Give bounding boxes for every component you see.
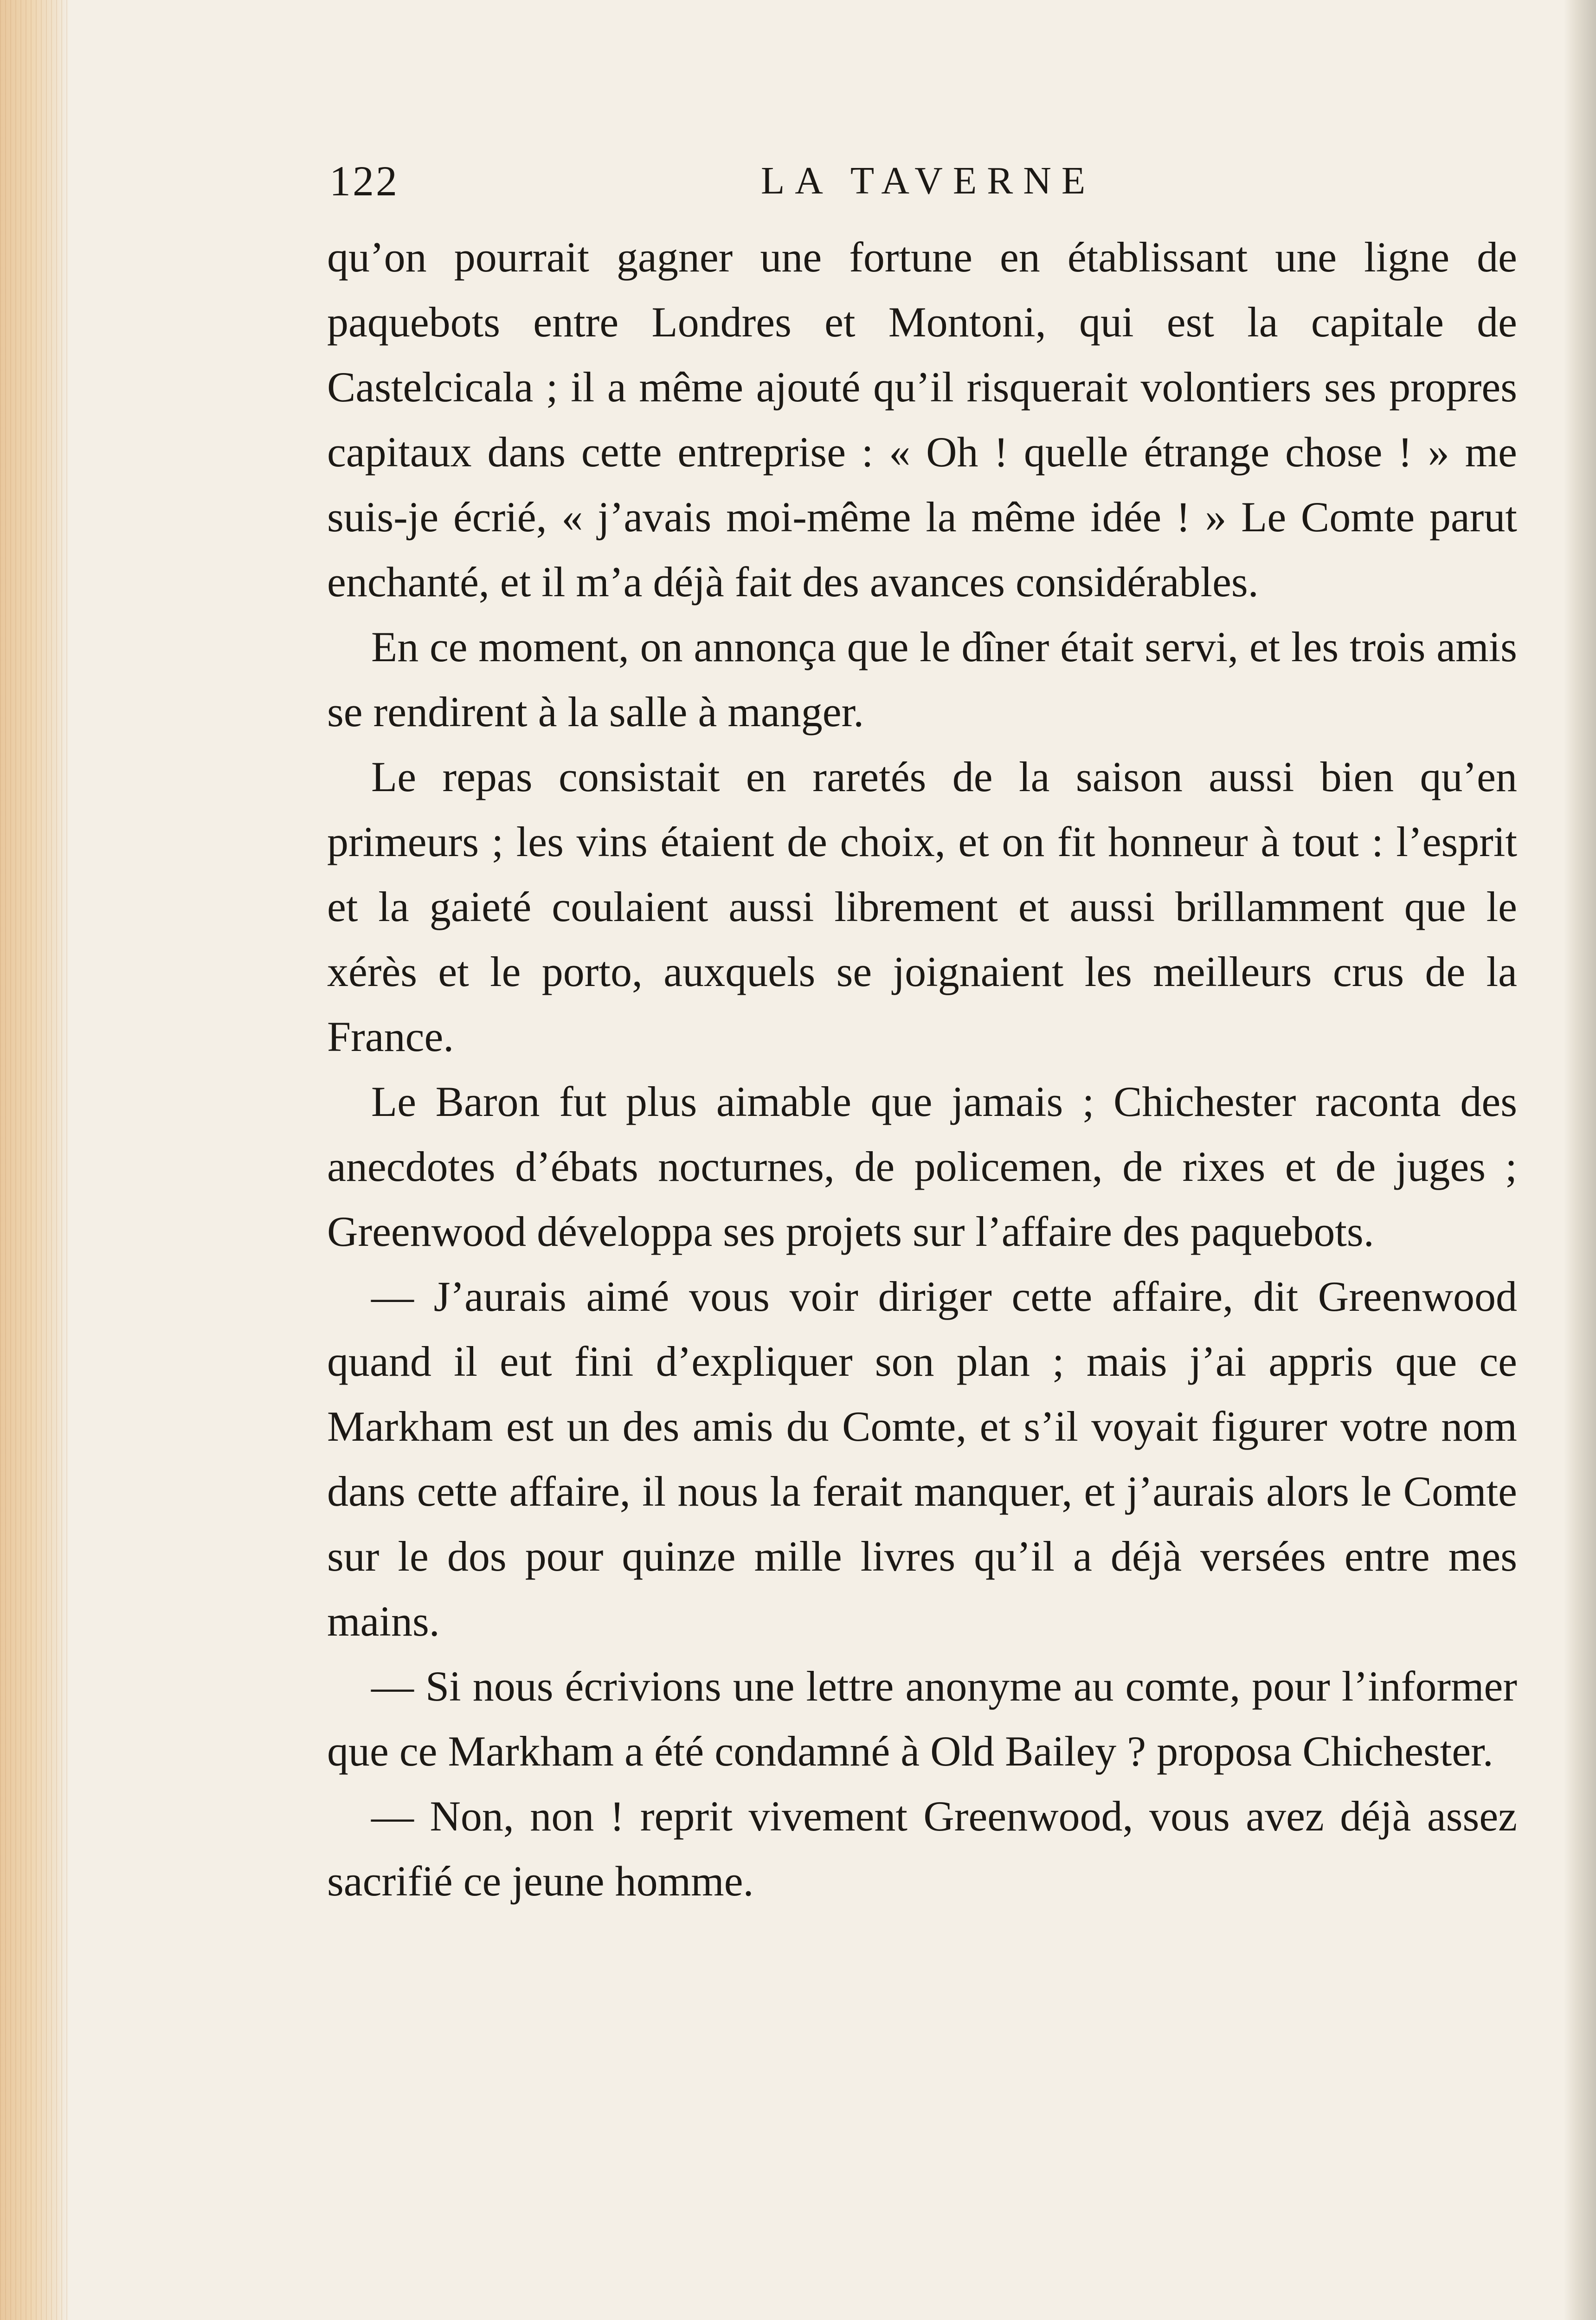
paragraph-6: — Si nous écrivions une lettre anonyme au comte, pour l’informer que ce Markham a été condamné à Old Bailey ? proposa Chichester. [327, 1663, 1517, 1775]
paragraph-3: Le repas consistait en raretés de la saison aussi bien qu’en primeurs ; les vins étaient de choix, et on fit honneur à tout : l’esprit et la gaieté coulaient aussi librement et aussi brillamment que le xérès et le porto, auxquels se joignaient les meilleurs crus de la France. [327, 753, 1517, 1060]
running-header [329, 153, 1517, 209]
body-text [327, 225, 1517, 1914]
paragraph-4: Le Baron fut plus aimable que jamais ; Chichester raconta des anecdotes d’ébats nocturnes, de policemen, de rixes et de juges ; Greenwood développa ses projets sur l’affaire des paquebots. [327, 1078, 1517, 1255]
paragraph-2: En ce moment, on annonça que le dîner était servi, et les trois amis se rendirent à la salle à manger. [327, 623, 1517, 735]
page-number: 122 [329, 157, 399, 205]
running-title: LA TAVERNE [761, 159, 1096, 202]
page-edge-texture [0, 0, 70, 2320]
paragraph-1: qu’on pourrait gagner une fortune en établissant une ligne de paquebots entre Londres et Montoni, qui est la capitale de Castelcicala ; il a même ajouté qu’il risquerait volontiers ses propres capitaux dans cette entreprise : « Oh ! quelle étrange chose ! » me suis-je écrié, « j’avais moi-même la même idée ! » Le Comte parut enchanté, et il m’a déjà fait des avances considérables. [327, 233, 1517, 606]
paragraph-5: — J’aurais aimé vous voir diriger cette affaire, dit Greenwood quand il eut fini d’expliquer son plan ; mais j’ai appris que ce Markham est un des amis du Comte, et s’il voyait figurer votre nom dans cette affaire, il nous la ferait manquer, et j’aurais alors le Comte sur le dos pour quinze mille livres qu’il a déjà versées entre mes mains. [327, 1273, 1517, 1645]
paragraph-7: — Non, non ! reprit vivement Greenwood, vous avez déjà assez sacrifié ce jeune homme. [327, 1792, 1517, 1905]
page-binding-edge [1564, 0, 1596, 2320]
